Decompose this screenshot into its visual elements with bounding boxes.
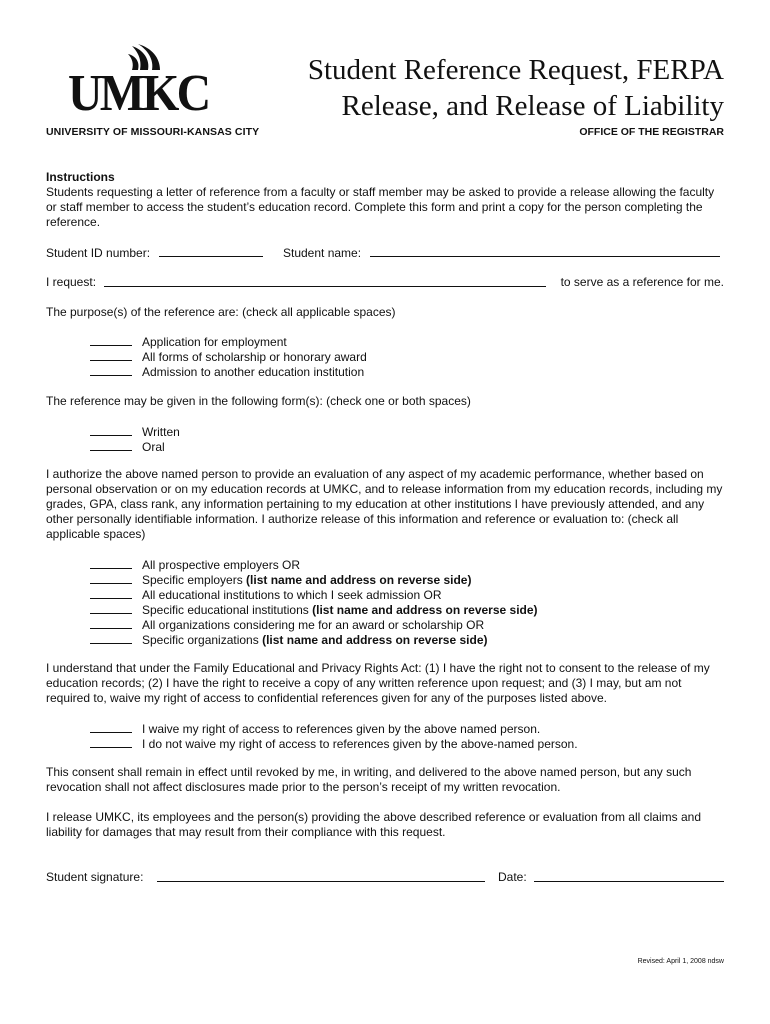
student-id-row bbox=[46, 245, 263, 261]
referee-name-input[interactable] bbox=[104, 275, 546, 287]
release-text: I release UMKC, its employees and the person(s) providing the above described reference or evaluation from all claims and liability for damages that may result from their compliance with this request. bbox=[46, 810, 701, 839]
student-id-label: Student ID number: bbox=[46, 246, 151, 260]
waiver-option-label: I waive my right of access to references given by the above named person. bbox=[142, 722, 541, 736]
form-option bbox=[90, 439, 165, 455]
date-input[interactable] bbox=[534, 870, 724, 882]
request-suffix: to serve as a reference for me. bbox=[560, 275, 724, 289]
form-option bbox=[90, 424, 180, 440]
auth-checkbox-specific-organizations[interactable] bbox=[90, 632, 132, 644]
purpose-checkbox-admission[interactable] bbox=[90, 364, 132, 376]
student-name-row bbox=[283, 245, 720, 261]
auth-checkbox-all-organizations[interactable] bbox=[90, 617, 132, 629]
page-title-line1: Student Reference Request, FERPA bbox=[307, 54, 724, 86]
umkc-logo: UMKC bbox=[68, 65, 209, 122]
auth-checkbox-all-employers[interactable] bbox=[90, 557, 132, 569]
auth-checkbox-specific-institutions[interactable] bbox=[90, 602, 132, 614]
authorization-option bbox=[90, 632, 488, 648]
instructions-heading: Instructions bbox=[46, 170, 115, 184]
authorization-text: I authorize the above named person to provide an evaluation of any aspect of my academic performance, whether based on personal observation or on my education records at UMKC, and to release information from my education records, including my grades, GPA, class rank, any information pertaining to my education at other institutions I have previously attended, and any other personally identifiable information. I authorize release of this information and reference or evaluation to: (check all applicable spaces) bbox=[46, 467, 723, 541]
form-prompt: The reference may be given in the following form(s): (check one or both spaces) bbox=[46, 394, 471, 408]
office-label: OFFICE OF THE REGISTRAR bbox=[579, 126, 724, 138]
page-title-line2: Release, and Release of Liability bbox=[341, 90, 724, 122]
signature-input[interactable] bbox=[157, 870, 485, 882]
waiver-option bbox=[90, 736, 578, 752]
form-checkbox-oral[interactable] bbox=[90, 439, 132, 451]
waive-checkbox[interactable] bbox=[90, 721, 132, 733]
purpose-option-label: Admission to another education institution bbox=[142, 365, 365, 379]
authorization-option-label: All educational institutions to which I seek admission OR bbox=[142, 588, 442, 602]
auth-checkbox-specific-employers[interactable] bbox=[90, 572, 132, 584]
purpose-prompt: The purpose(s) of the reference are: (check all applicable spaces) bbox=[46, 305, 396, 319]
authorization-option-note: (list name and address on reverse side) bbox=[246, 573, 472, 587]
instructions-body: Students requesting a letter of reference from a faculty or staff member may be asked to provide a release allowing the faculty or staff member to access the student’s education record. Complete this form and print a copy for the person completing the reference. bbox=[46, 185, 715, 229]
university-name: UNIVERSITY OF MISSOURI-KANSAS CITY bbox=[46, 126, 260, 138]
purpose-option bbox=[90, 349, 367, 365]
student-id-input[interactable] bbox=[159, 245, 263, 257]
form-option-label: Written bbox=[142, 425, 180, 439]
authorization-option-label: All prospective employers OR bbox=[142, 558, 301, 572]
authorization-option bbox=[90, 602, 538, 618]
signature-label: Student signature: bbox=[46, 870, 144, 884]
revised-note: Revised: April 1, 2008 ndsw bbox=[637, 958, 724, 965]
auth-checkbox-all-institutions[interactable] bbox=[90, 587, 132, 599]
authorization-option bbox=[90, 572, 471, 588]
purpose-option-label: All forms of scholarship or honorary award bbox=[142, 350, 367, 364]
form-option-label: Oral bbox=[142, 440, 165, 454]
student-name-label: Student name: bbox=[283, 246, 362, 260]
date-label: Date: bbox=[498, 870, 527, 884]
purpose-option bbox=[90, 334, 287, 350]
purpose-checkbox-scholarship[interactable] bbox=[90, 349, 132, 361]
request-label: I request: bbox=[46, 275, 97, 289]
do-not-waive-checkbox[interactable] bbox=[90, 736, 132, 748]
authorization-option bbox=[90, 617, 484, 633]
authorization-option bbox=[90, 557, 300, 573]
consent-text: This consent shall remain in effect until revoked by me, in writing, and delivered to the above named person, but any such revocation shall not affect disclosures made prior to the person’s receipt of my written revocation. bbox=[46, 765, 692, 794]
authorization-option-note: (list name and address on reverse side) bbox=[312, 603, 538, 617]
authorization-option-label: All organizations considering me for an award or scholarship OR bbox=[142, 618, 485, 632]
authorization-option-label: Specific employers bbox=[142, 573, 247, 587]
authorization-option bbox=[90, 587, 441, 603]
authorization-option-label: Specific educational institutions bbox=[142, 603, 313, 617]
waiver-option bbox=[90, 721, 540, 737]
ferpa-text: I understand that under the Family Educational and Privacy Rights Act: (1) I have the right not to consent to the release of my education records; (2) I have the right to receive a copy of any written reference upon request; and (3) I may, but am not required to, waive my right of access to confidential references given for any of the purposes listed above. bbox=[46, 661, 710, 705]
purpose-checkbox-employment[interactable] bbox=[90, 334, 132, 346]
waiver-option-label: I do not waive my right of access to references given by the above-named person. bbox=[142, 737, 578, 751]
purpose-option-label: Application for employment bbox=[142, 335, 287, 349]
student-name-input[interactable] bbox=[370, 245, 720, 257]
form-checkbox-written[interactable] bbox=[90, 424, 132, 436]
purpose-option bbox=[90, 364, 364, 380]
authorization-option-note: (list name and address on reverse side) bbox=[262, 633, 488, 647]
authorization-option-label: Specific organizations bbox=[142, 633, 263, 647]
